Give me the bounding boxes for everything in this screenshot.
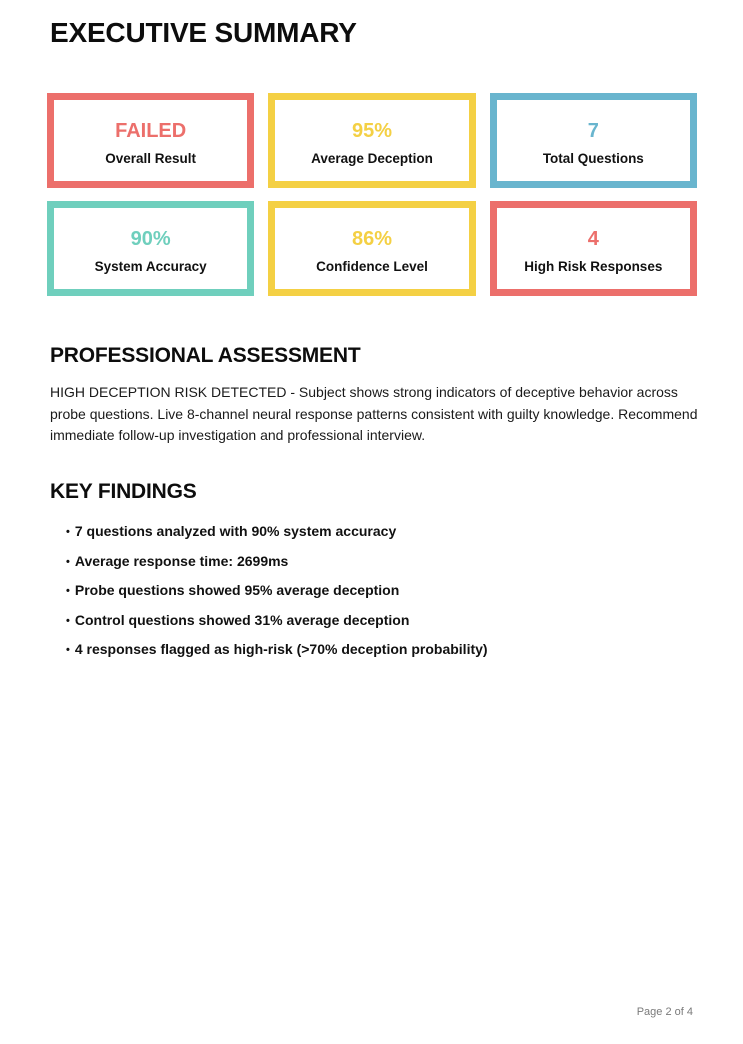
stat-value: 86% <box>351 227 392 250</box>
professional-assessment-heading: PROFESSIONAL ASSESSMENT <box>50 344 361 367</box>
stat-card-high-risk-responses <box>490 201 697 296</box>
stat-value: 95% <box>351 119 392 142</box>
stat-label: Average Deception <box>311 150 433 166</box>
page-number: Page 2 of 4 <box>636 1006 693 1018</box>
key-finding-text: Probe questions showed 95% average deception <box>74 582 400 599</box>
key-finding-item <box>66 517 488 547</box>
key-finding-item <box>66 547 488 577</box>
stat-label: Total Questions <box>542 150 644 166</box>
stat-card-total-questions <box>490 93 697 188</box>
stat-card-confidence-level <box>268 201 475 296</box>
key-finding-text: Average response time: 2699ms <box>74 552 289 569</box>
stat-card-average-deception <box>268 93 475 188</box>
stat-label: System Accuracy <box>94 258 207 274</box>
key-finding-item <box>66 576 488 606</box>
key-finding-text: Control questions showed 31% average deception <box>74 611 410 628</box>
bullet-icon: • <box>66 526 70 538</box>
stat-label: Confidence Level <box>316 258 428 274</box>
stat-value: 90% <box>130 227 171 250</box>
page-title: EXECUTIVE SUMMARY <box>50 17 357 48</box>
bullet-icon: • <box>66 555 70 568</box>
stat-label: Overall Result <box>105 150 197 166</box>
stat-card-system-accuracy <box>47 201 254 296</box>
stat-label: High Risk Responses <box>524 258 663 274</box>
summary-stats-grid <box>47 93 697 296</box>
key-finding-item <box>66 635 488 665</box>
stat-value: 4 <box>587 227 599 250</box>
key-findings-list <box>66 517 488 665</box>
key-finding-text: 4 responses flagged as high-risk (>70% deception probability) <box>74 641 488 658</box>
bullet-icon: • <box>66 585 70 598</box>
bullet-icon: • <box>66 644 70 657</box>
key-finding-item <box>66 606 488 636</box>
bullet-icon: • <box>66 614 70 627</box>
key-finding-text: 7 questions analyzed with 90% system accuracy <box>74 523 397 539</box>
stat-card-overall-result <box>47 93 254 188</box>
professional-assessment-body: HIGH DECEPTION RISK DETECTED - Subject shows strong indicators of deceptive behavior across probe questions. Live 8-channel neural response patterns consistent with guilty knowledge. Recommend immediate follow-up investigation and professional interview. <box>50 384 698 444</box>
stat-value: FAILED <box>115 119 187 142</box>
key-findings-heading: KEY FINDINGS <box>50 480 197 503</box>
stat-value: 7 <box>587 119 599 142</box>
